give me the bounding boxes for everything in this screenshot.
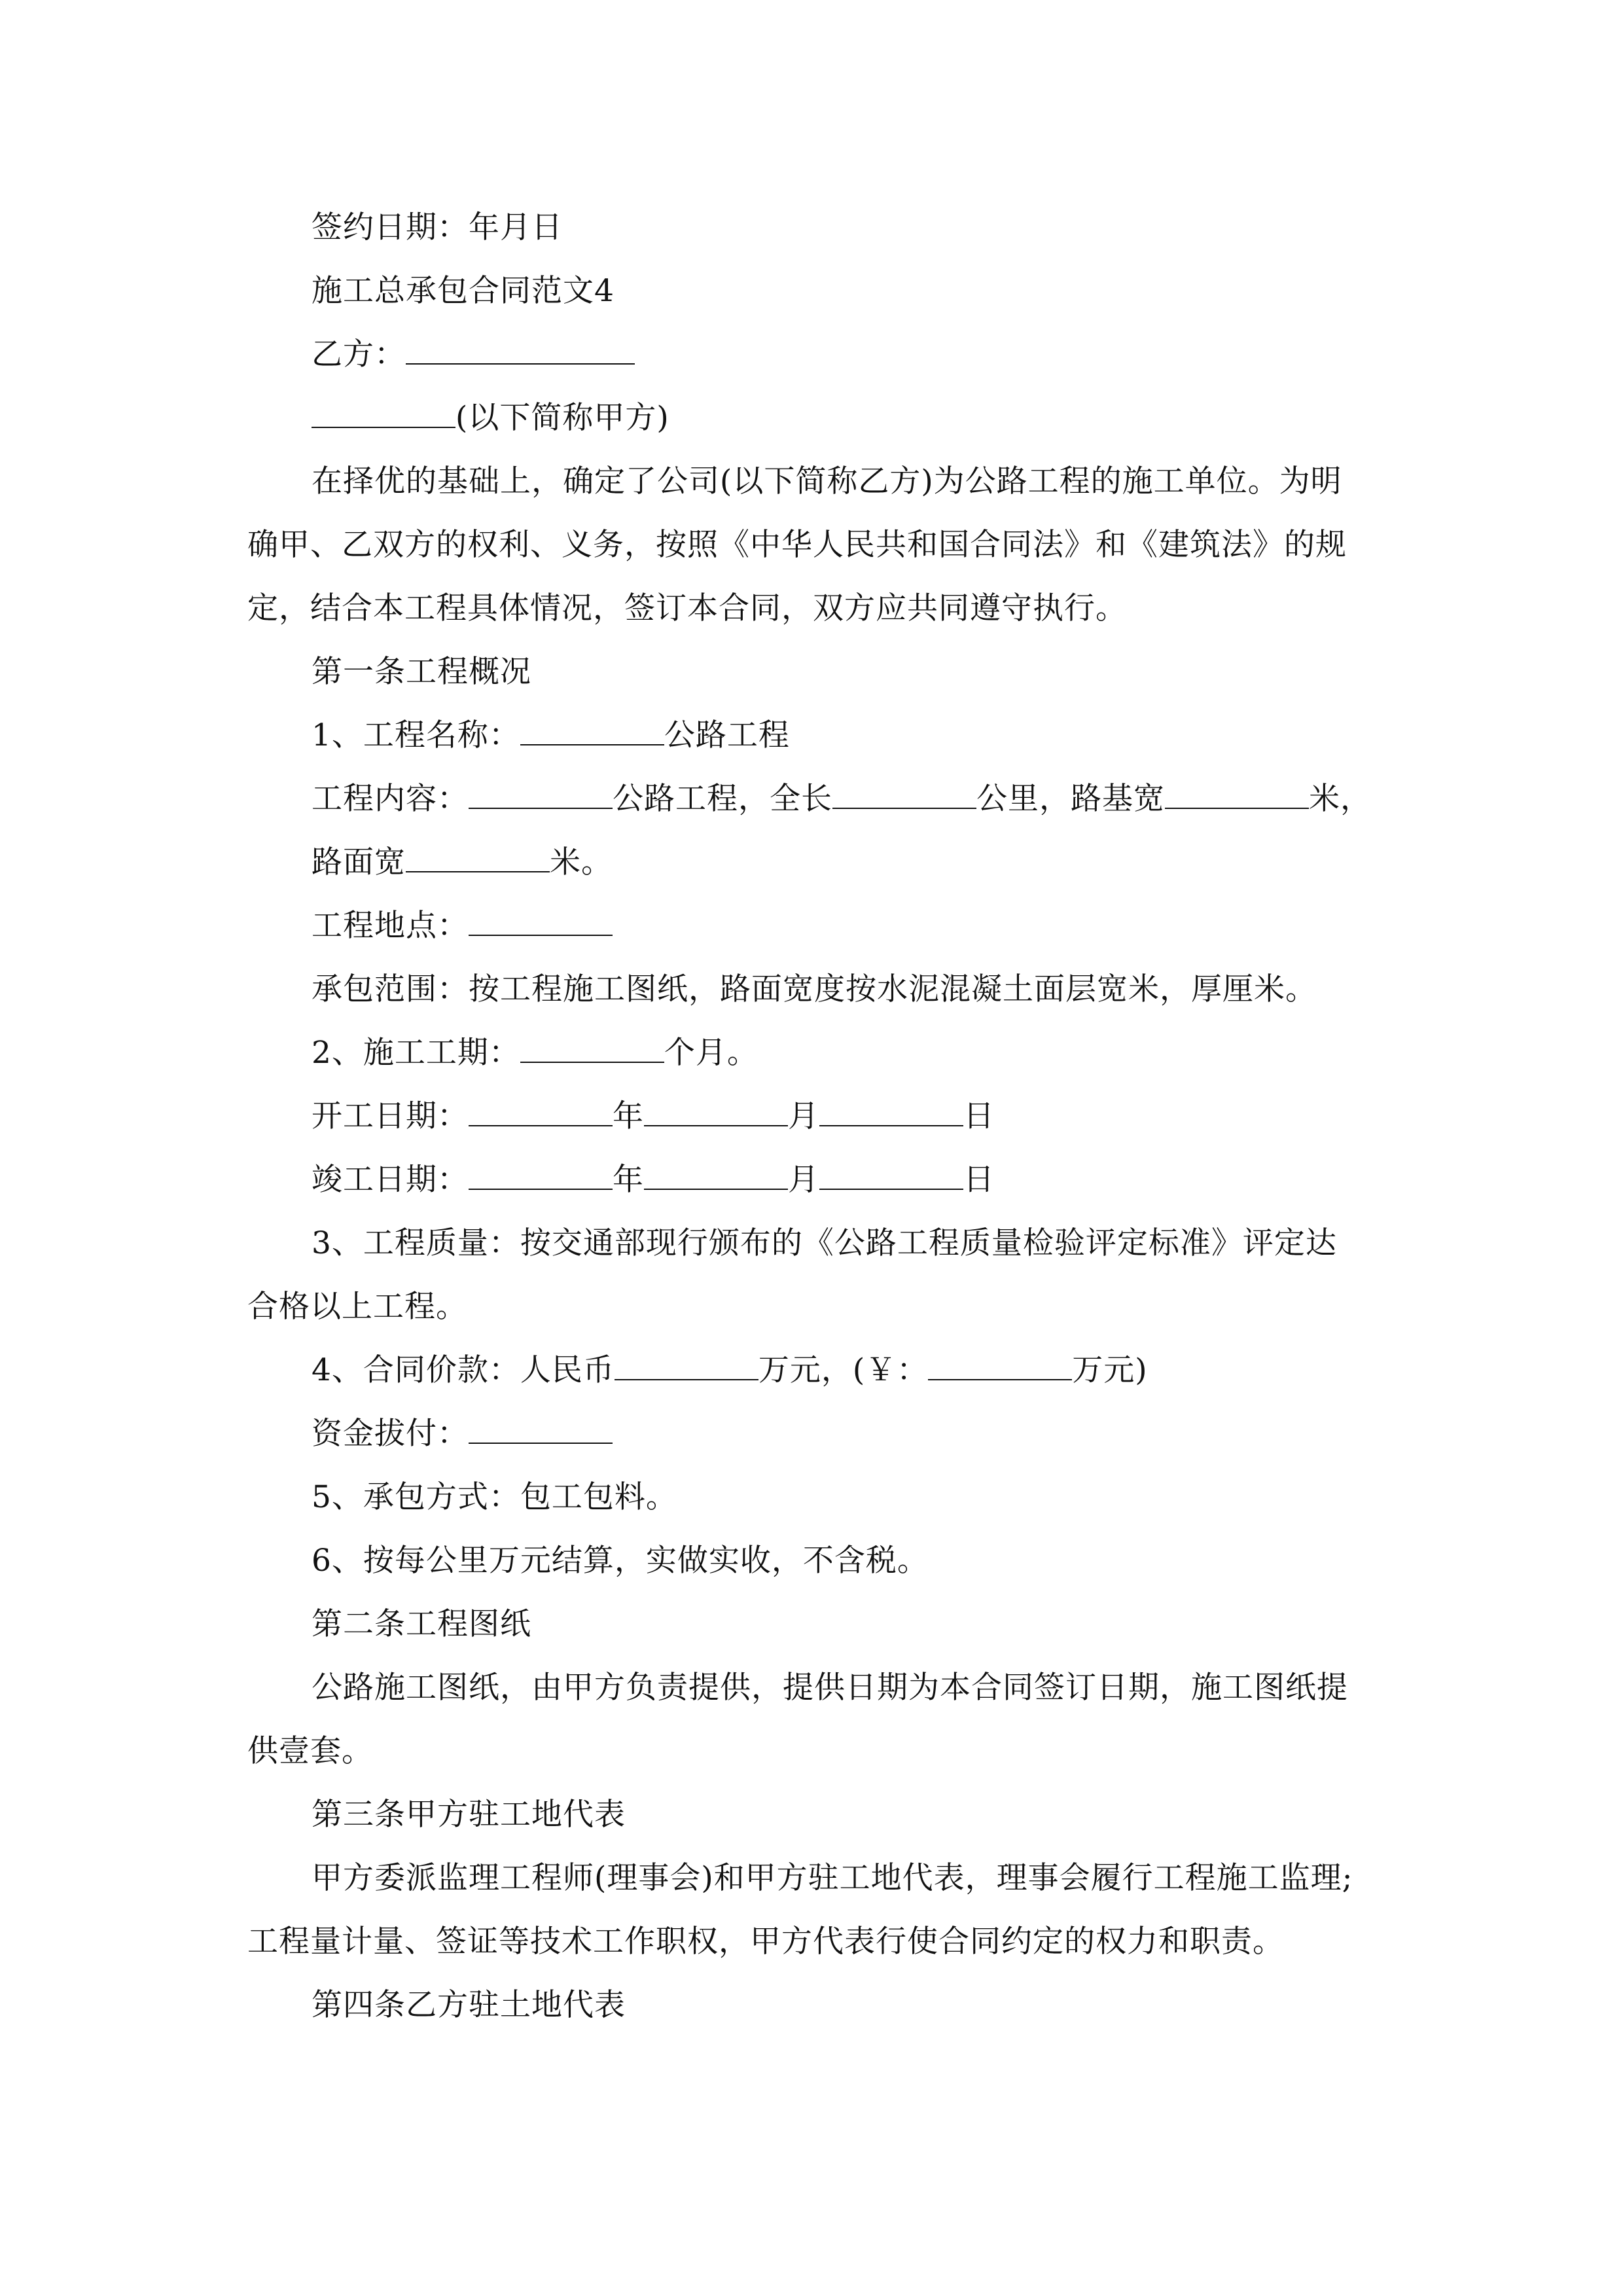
blank-field: [615, 1353, 758, 1380]
blank-field: [928, 1353, 1072, 1380]
paragraph-line: 供壹套。: [247, 1733, 373, 1769]
blank-field: [1165, 781, 1309, 809]
blank-field: [469, 908, 613, 936]
party-a-line: (以下简称甲方): [312, 399, 669, 438]
party-b-line: 乙方：: [312, 335, 635, 374]
party-b-blank: [406, 337, 635, 365]
blank-field: [469, 1099, 613, 1126]
construction-period-line: 2、施工工期： 个月。: [312, 1035, 758, 1071]
contract-scope-line: 承包范围：按工程施工图纸，路面宽度按水泥混凝土面层宽米，厚厘米。: [312, 971, 1317, 1007]
project-name-line: 1、工程名称： 公路工程: [312, 717, 790, 753]
blank-field: [469, 1162, 613, 1190]
project-name-blank: [520, 718, 664, 745]
road-width-line: 路面宽 米。: [312, 844, 613, 880]
project-content-line: 工程内容： 公路工程，全长 公里，路基宽 米，: [312, 781, 1372, 817]
article-heading: 第四条乙方驻土地代表: [312, 1987, 626, 2023]
contract-method-line: 5、承包方式：包工包料。: [312, 1479, 677, 1515]
blank-field: [644, 1162, 788, 1190]
blank-field: [520, 1035, 664, 1063]
blank-field: [469, 781, 613, 809]
sign-date-line: 签约日期：年月日: [312, 209, 563, 245]
contract-price-line: 4、合同价款：人民币 万元，(￥： 万元): [312, 1352, 1148, 1388]
party-a-blank: [312, 401, 455, 428]
blank-field: [832, 781, 976, 809]
project-location-line: 工程地点：: [312, 906, 613, 946]
article-heading: 第二条工程图纸: [312, 1606, 531, 1642]
quality-line-cont: 合格以上工程。: [247, 1289, 467, 1325]
section-title: 施工总承包合同范文4: [312, 273, 615, 309]
blank-field: [406, 845, 550, 872]
start-date-line: 开工日期： 年 月 日: [312, 1098, 995, 1134]
blank-field: [819, 1099, 963, 1126]
paragraph-line: 定，结合本工程具体情况，签订本合同，双方应共同遵守执行。: [247, 590, 1127, 626]
blank-field: [469, 1416, 613, 1444]
article-heading: 第一条工程概况: [312, 654, 531, 690]
paragraph-line: 确甲、乙双方的权利、义务，按照《中华人民共和国合同法》和《建筑法》的规: [247, 527, 1347, 563]
fund-allocation-line: 资金拔付：: [312, 1414, 613, 1454]
blank-field: [819, 1162, 963, 1190]
article-heading: 第三条甲方驻工地代表: [312, 1797, 626, 1833]
blank-field: [644, 1099, 788, 1126]
settlement-line: 6、按每公里万元结算，实做实收，不含税。: [312, 1543, 929, 1579]
paragraph-line: 工程量计量、签证等技术工作职权，甲方代表行使合同约定的权力和职责。: [247, 1924, 1284, 1960]
paragraph-line: 甲方委派监理工程师(理事会)和甲方驻工地代表，理事会履行工程施工监理;: [312, 1860, 1353, 1896]
paragraph-line: 在择优的基础上，确定了公司(以下简称乙方)为公路工程的施工单位。为明: [312, 463, 1342, 499]
completion-date-line: 竣工日期： 年 月 日: [312, 1162, 995, 1198]
quality-line: 3、工程质量：按交通部现行颁布的《公路工程质量检验评定标准》评定达: [312, 1225, 1337, 1261]
paragraph-line: 公路施工图纸，由甲方负责提供，提供日期为本合同签订日期，施工图纸提: [312, 1670, 1348, 1706]
